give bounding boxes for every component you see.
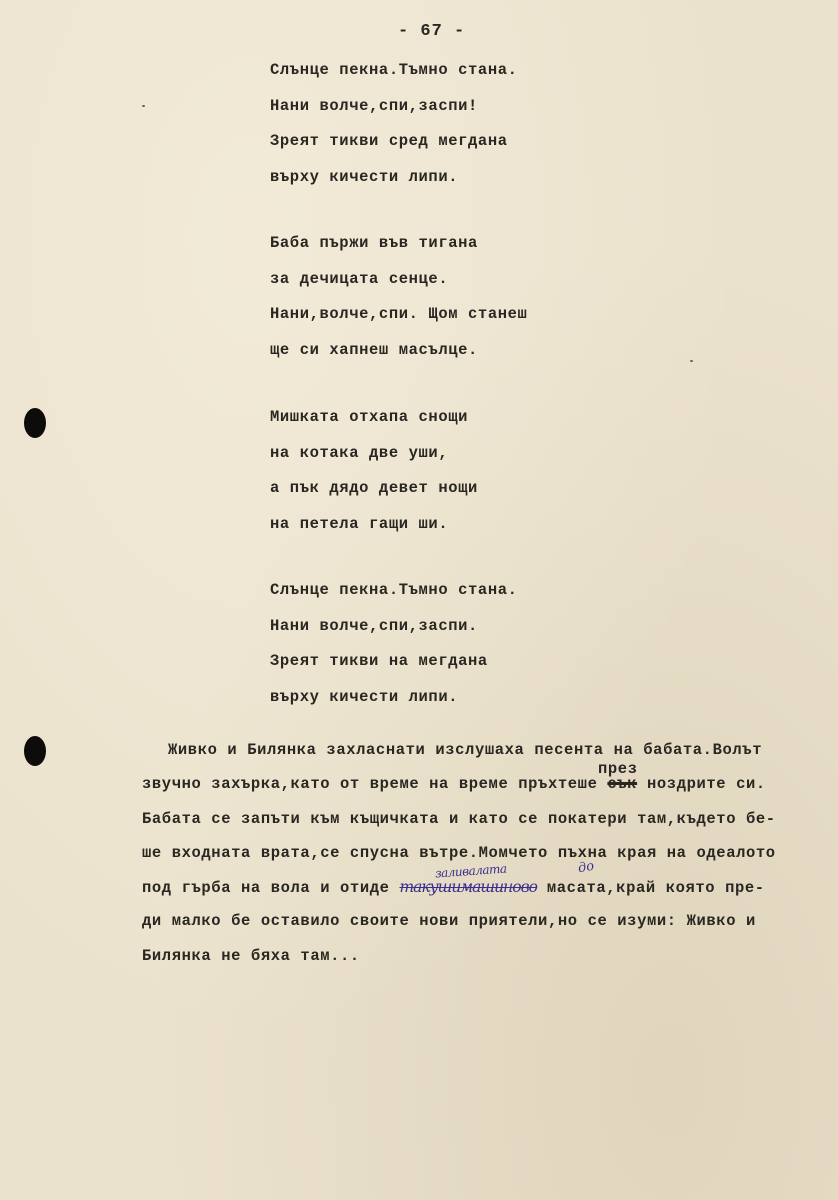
prose-line: Билянка не бяха там... [142,946,360,965]
struck-text: сък [607,775,638,794]
verse-line: за дечицата сенце. [270,269,449,288]
prose-text: звучно захърка,като от време на време пръхтеше [142,775,608,794]
verse-line: върху кичести липи. [270,167,459,186]
verse-line: Мишката отхапа снощи [270,408,469,426]
verse-line: Зреят тикви на мегдана [270,652,488,670]
prose-line: ди малко бе оставило своите нови приятели,но се изуми: Живко и [142,912,756,931]
verse-line: върху кичести липи. [270,687,459,706]
verse-line: Баба пържи във тигана [270,234,478,252]
page-number: - 67 - [398,22,466,41]
verse-line: ще си хапнеш масълце. [270,340,478,359]
poem-stanza-3 [270,407,478,549]
verse-line: на котака две уши, [270,443,449,462]
prose-line [142,877,776,911]
verse-line: Зреят тикви сред мегдана [270,132,508,150]
verse-line: на петела гащи ши. [270,514,449,533]
verse-line: а пък дядо девет нощи [270,479,478,497]
handwritten-insertion: заливалата [434,861,507,881]
poem-stanza-2 [270,233,527,375]
prose-line: Живко и Билянка захласнати изслушаха песента на бабата.Волът [168,741,763,759]
prose-paragraph [142,740,776,980]
verse-line: Слънце пекна.Тъмно стана. [270,581,518,599]
prose-line: Бабата се запъти към къщичката и като се покатери там,където бе- [142,809,776,828]
prose-text: ноздрите си. [637,775,766,794]
verse-line: Нани волче,спи,заспи. [270,616,478,635]
handwritten-insertion-2: до [576,858,596,877]
prose-text: масата,край която пре- [536,879,765,898]
verse-line: Слънце пекна.Тъмно стана. [270,61,518,79]
paper-speck [690,360,693,362]
verse-line: Нани,волче,спи. Щом станеш [270,305,528,323]
prose-line [142,774,776,808]
poem-stanza-1 [270,60,518,202]
punch-hole-bottom [24,736,46,766]
struck-handwritten-text: такушимашиново [399,878,537,897]
poem-stanza-4 [270,580,518,722]
prose-line: ше входната врата,се спусна вътре.Момчето пъхна края на одеалото [142,843,776,862]
paper-speck [142,105,145,107]
verse-line: Нани волче,спи,заспи! [270,96,478,115]
prose-text: под гърба на вола и отиде [142,879,400,898]
punch-hole-top [24,408,46,438]
typed-insertion: през [598,760,638,778]
